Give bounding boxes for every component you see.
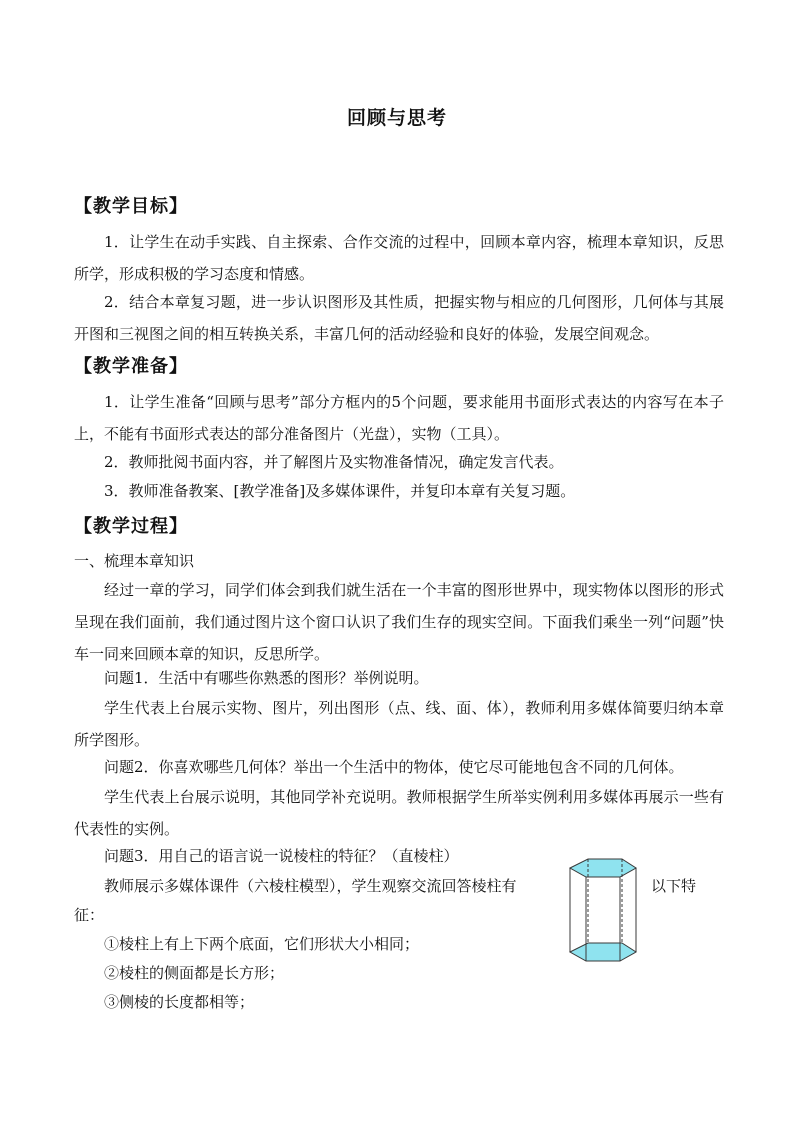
answer-2: 学生代表上台展示说明，其他同学补充说明。教师根据学生所举实例利用多媒体再展示一些有代表性的实例。 — [74, 788, 724, 838]
goal-item-2: 2．结合本章复习题，进一步认识图形及其性质，把握实物与相应的几何图形，几何体与其展开图和三视图之间的相互转换关系，丰富几何的活动经验和良好的体验，发展空间观念。 — [74, 293, 724, 343]
answer-1: 学生代表上台展示实物、图片，列出图形（点、线、面、体），教师利用多媒体简要归纳本章所学图形。 — [74, 699, 724, 749]
hexagonal-prism-figure — [558, 856, 648, 972]
prism-intro-text-wrap: 征： — [74, 906, 105, 924]
prep-item-2: 2．教师批阅书面内容，并了解图片及实物准备情况，确定发言代表。 — [104, 453, 564, 471]
question-1: 问题1．生活中有哪些你熟悉的图形？举例说明。 — [104, 669, 429, 687]
prism-feature-1: ①棱柱上有上下两个底面，它们形状大小相同； — [104, 935, 420, 953]
prism-intro-text: 教师展示多媒体课件（六棱柱模型），学生观察交流回答棱柱有 — [104, 877, 517, 895]
section-heading-goals: 【教学目标】 — [74, 196, 188, 217]
prism-intro-text-end: 以下特 — [651, 877, 697, 895]
question-3: 问题3．用自己的语言说一说棱柱的特征？（直棱柱） — [104, 847, 459, 865]
goal-item-1: 1．让学生在动手实践、自主探索、合作交流的过程中，回顾本章内容，梳理本章知识，反思所学，形成积极的学习态度和情感。 — [74, 233, 724, 283]
prism-feature-2: ②棱柱的侧面都是长方形； — [104, 964, 285, 982]
page-title: 回顾与思考 — [346, 107, 447, 129]
section-heading-process: 【教学过程】 — [74, 516, 188, 537]
prep-item-3: 3．教师准备教案、[教学准备]及多媒体课件，并复印本章有关复习题。 — [104, 482, 576, 500]
process-paragraph-intro: 经过一章的学习，同学们体会到我们就生活在一个丰富的图形世界中，现实物体以图形的形式呈现在我们面前，我们通过图片这个窗口认识了我们生存的现实空间。下面我们乘坐一列“问题”快车一同来回顾本章的知识，反思所学。 — [74, 581, 724, 663]
prism-top-face — [570, 859, 636, 877]
prep-item-1: 1．让学生准备“回顾与思考”部分方框内的5个问题，要求能用书面形式表达的内容写在本子上，不能有书面形式表达的部分准备图片（光盘），实物（工具）。 — [74, 393, 724, 443]
question-2: 问题2．你喜欢哪些几何体？举出一个生活中的物体，使它尽可能地包含不同的几何体。 — [104, 758, 684, 776]
prism-feature-3: ③侧棱的长度都相等； — [104, 993, 255, 1011]
prism-bottom-face — [570, 943, 636, 961]
process-subheading: 一、梳理本章知识 — [74, 552, 195, 570]
section-heading-preparation: 【教学准备】 — [74, 356, 188, 377]
